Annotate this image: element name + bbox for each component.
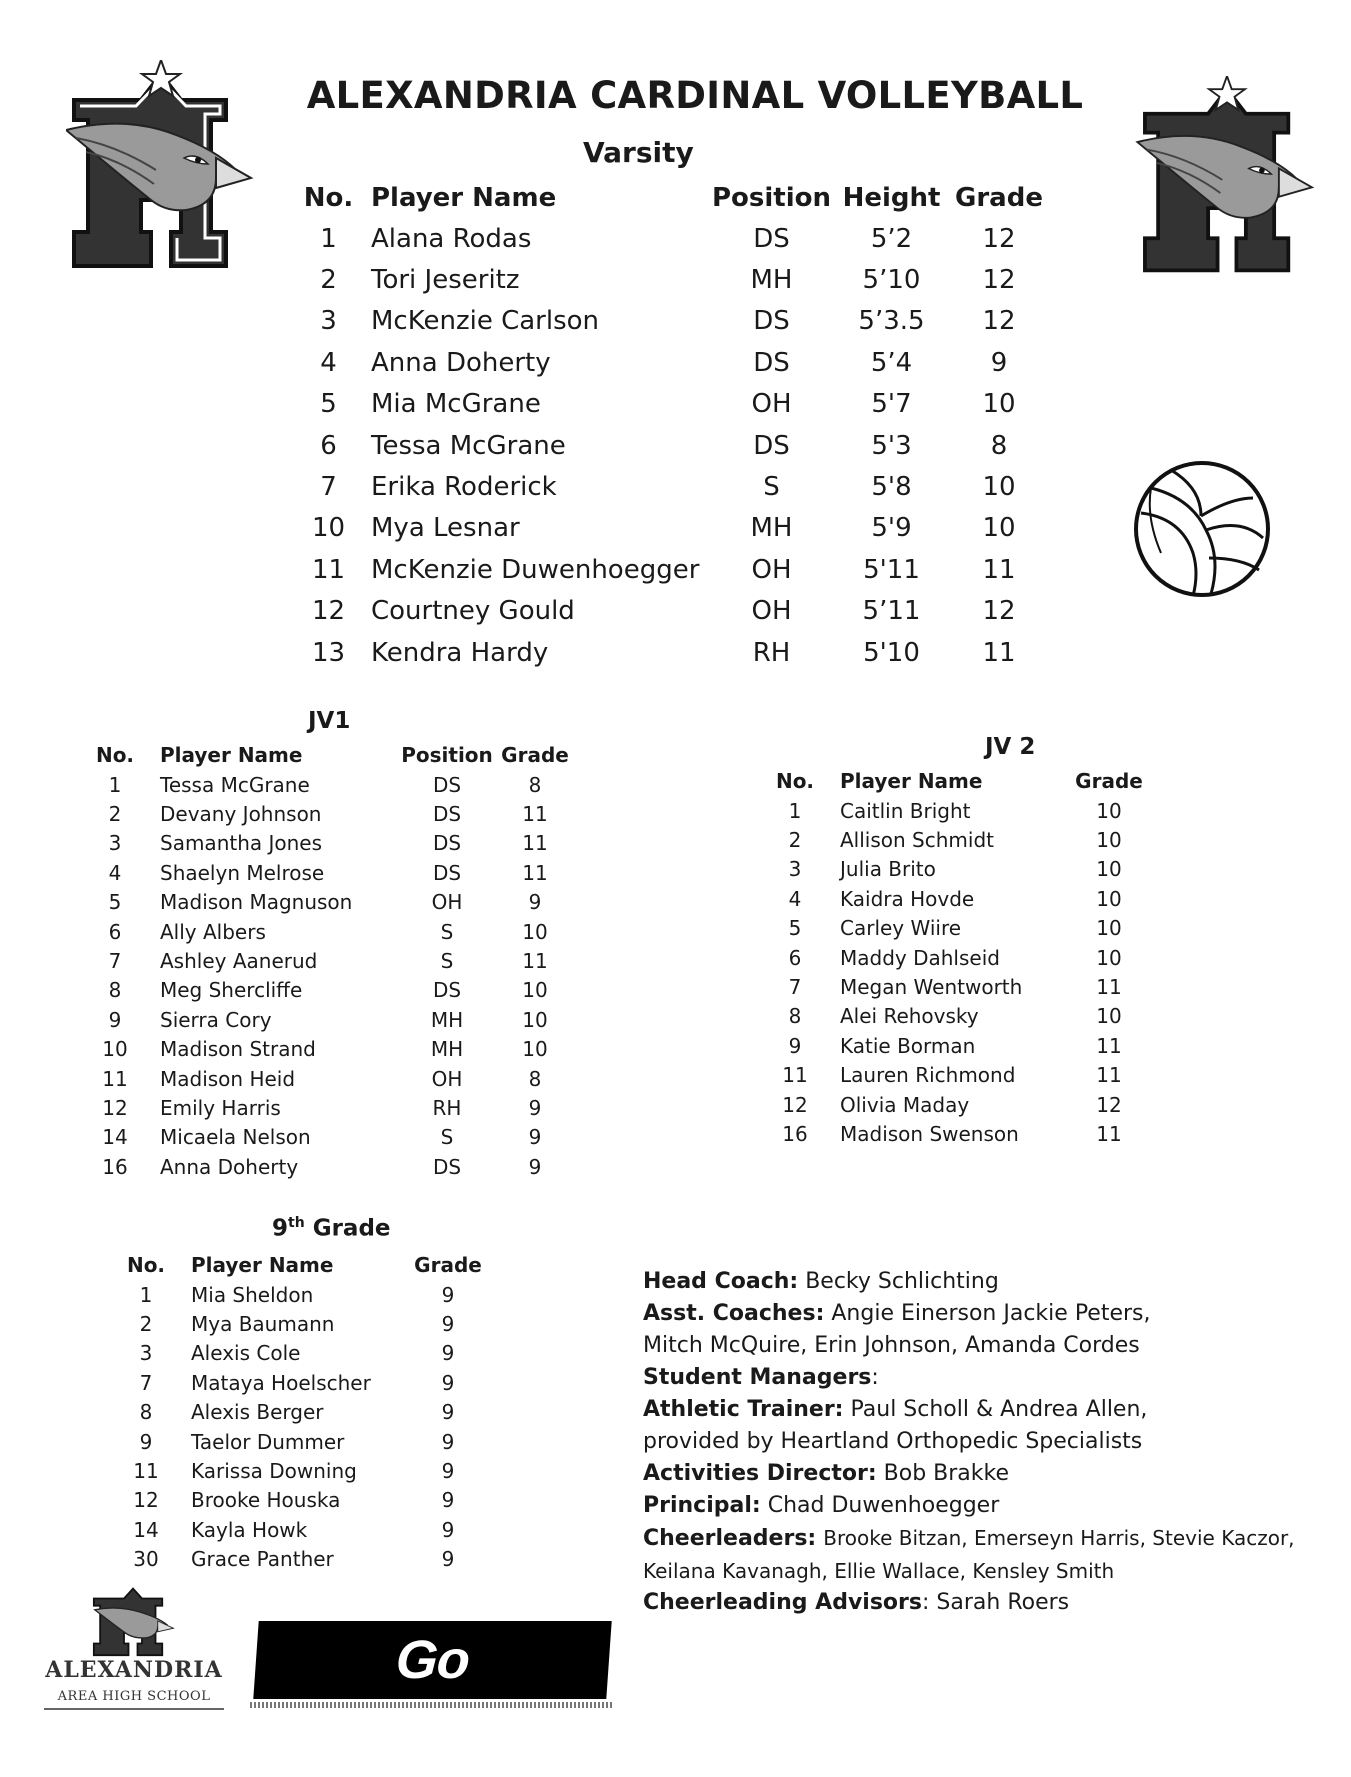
table-row	[296, 384, 1049, 425]
cell-gr: 9	[441, 1282, 455, 1307]
varsity-heading: Varsity	[583, 136, 694, 169]
table-row	[296, 466, 1049, 507]
col-no: No.	[775, 769, 815, 793]
cell-pos: DS	[753, 223, 790, 254]
cell-ht: 5'10	[863, 637, 920, 668]
principal-value: Chad Duwenhoegger	[767, 1493, 1000, 1518]
table-row	[770, 855, 1144, 884]
cell-gr: 9	[528, 1125, 542, 1150]
principal-line	[643, 1490, 1343, 1522]
table-row	[90, 799, 570, 828]
cardinal-logo-left	[66, 60, 256, 272]
col-player-name: Player Name	[191, 1253, 334, 1277]
table-row	[90, 976, 570, 1005]
cheerleaders-label: Cheerleaders:	[643, 1526, 817, 1551]
table-row	[121, 1368, 483, 1397]
cell-no: 9	[139, 1429, 153, 1454]
col-grade: Grade	[501, 743, 569, 767]
table-row	[770, 1002, 1144, 1031]
jv2-roster-table	[770, 766, 1144, 1149]
jv1-roster-table	[90, 740, 570, 1181]
cell-no: 12	[133, 1488, 159, 1513]
col-grade: Grade	[955, 183, 1043, 213]
student-managers-label: Student Managers	[643, 1365, 872, 1390]
cell-gr: 10	[1096, 916, 1122, 941]
col-height: Height	[842, 183, 941, 213]
cell-gr: 11	[1096, 1121, 1122, 1146]
cheer-advisors-line	[643, 1587, 1343, 1619]
table-header-row	[296, 178, 1049, 218]
cell-name: Madison Heid	[160, 1066, 296, 1091]
table-row	[296, 342, 1049, 383]
table-row	[770, 825, 1144, 854]
table-row	[90, 1123, 570, 1152]
cell-no: 10	[311, 513, 346, 544]
head-coach-label: Head Coach:	[643, 1269, 799, 1294]
cell-pos: OH	[751, 554, 792, 585]
athletic-trainer-value-2: provided by Heartland Orthopedic Specialists	[643, 1429, 1143, 1454]
cell-gr: 9	[441, 1547, 455, 1572]
ninth-grade-roster-table	[121, 1250, 483, 1574]
student-managers-colon: :	[871, 1365, 879, 1390]
cell-name: Micaela Nelson	[160, 1125, 311, 1150]
table-header-row	[121, 1250, 483, 1280]
cell-no: 12	[311, 596, 346, 627]
table-row	[296, 259, 1049, 300]
cell-no: 13	[311, 637, 346, 668]
cell-name: Katie Borman	[840, 1033, 976, 1058]
cell-gr: 9	[441, 1370, 455, 1395]
cell-no: 4	[788, 886, 802, 911]
cell-name: Anna Doherty	[160, 1154, 299, 1179]
cell-name: Alexis Cole	[191, 1341, 301, 1366]
athletic-trainer-label: Athletic Trainer:	[643, 1397, 844, 1422]
table-header-row	[90, 740, 570, 770]
cell-pos: MH	[750, 265, 793, 296]
cell-ht: 5’10	[862, 265, 921, 296]
table-row	[296, 591, 1049, 632]
cell-gr: 10	[1096, 1004, 1122, 1029]
staff-section	[643, 1266, 1343, 1619]
table-row	[296, 632, 1049, 673]
ninth-heading-rest: Grade	[312, 1215, 391, 1242]
col-position: Position	[711, 183, 832, 213]
cheerleaders-value-1: Brooke Bitzan, Emerseyn Harris, Stevie Kaczor,	[823, 1526, 1295, 1550]
cell-name: Erika Roderick	[371, 472, 557, 503]
cell-gr: 10	[1096, 886, 1122, 911]
col-no: No.	[126, 1253, 166, 1277]
cell-no: 3	[139, 1341, 153, 1366]
table-row	[90, 1035, 570, 1064]
cell-no: 3	[320, 306, 337, 337]
cell-gr: 11	[982, 554, 1016, 585]
cell-pos: DS	[432, 772, 462, 797]
school-name: ALEXANDRIA	[45, 1657, 223, 1683]
table-row	[90, 917, 570, 946]
divider	[44, 1708, 224, 1710]
cell-no: 11	[311, 554, 346, 585]
cell-name: Kayla Howk	[191, 1517, 308, 1542]
cell-no: 11	[102, 1066, 128, 1091]
col-player-name: Player Name	[160, 743, 303, 767]
go-cardinals-banner: Go Cardinals!!	[253, 1621, 611, 1699]
cell-gr: 10	[522, 1007, 548, 1032]
ninth-heading-num: 9	[272, 1215, 289, 1242]
cell-gr: 10	[982, 472, 1016, 503]
cell-name: Samantha Jones	[160, 831, 323, 856]
cell-name: McKenzie Duwenhoegger	[371, 554, 700, 585]
table-row	[90, 888, 570, 917]
cell-pos: S	[440, 919, 454, 944]
cell-gr: 9	[441, 1488, 455, 1513]
table-row	[296, 508, 1049, 549]
cell-no: 2	[788, 828, 802, 853]
cell-pos: RH	[752, 637, 791, 668]
table-row	[296, 425, 1049, 466]
table-row	[121, 1339, 483, 1368]
table-row	[121, 1515, 483, 1544]
cell-name: Madison Swenson	[840, 1121, 1019, 1146]
table-row	[121, 1427, 483, 1456]
cell-name: Mia Sheldon	[191, 1282, 314, 1307]
cell-name: Alexis Berger	[191, 1400, 324, 1425]
table-row	[90, 1152, 570, 1181]
jv1-heading: JV1	[308, 708, 351, 734]
table-header-row	[770, 766, 1144, 796]
cell-ht: 5'3	[871, 430, 912, 461]
cell-no: 12	[102, 1095, 128, 1120]
cell-name: Devany Johnson	[160, 802, 322, 827]
table-row	[121, 1486, 483, 1515]
asst-coaches-line	[643, 1298, 1343, 1330]
table-row	[770, 884, 1144, 913]
cell-pos: S	[440, 1125, 454, 1150]
cheer-advisors-colon: :	[921, 1590, 930, 1615]
cell-ht: 5'11	[863, 554, 920, 585]
cell-gr: 9	[528, 890, 542, 915]
cell-gr: 9	[441, 1459, 455, 1484]
cell-gr: 12	[982, 223, 1016, 254]
table-row	[296, 218, 1049, 259]
cell-ht: 5'8	[871, 472, 912, 503]
cell-no: 7	[788, 975, 802, 1000]
head-coach-value: Becky Schlichting	[805, 1269, 999, 1294]
cell-name: Meg Shercliffe	[160, 978, 303, 1003]
cell-gr: 12	[982, 306, 1016, 337]
cell-no: 5	[788, 916, 802, 941]
table-row	[770, 1031, 1144, 1060]
table-row	[121, 1456, 483, 1485]
cell-name: Lauren Richmond	[840, 1063, 1016, 1088]
cardinal-logo-right	[1132, 76, 1322, 276]
asst-coaches-value-2: Mitch McQuire, Erin Johnson, Amanda Cordes	[643, 1333, 1140, 1358]
cell-no: 7	[139, 1370, 153, 1395]
cell-gr: 11	[1096, 1063, 1122, 1088]
cell-no: 2	[320, 265, 337, 296]
cell-name: Mataya Hoelscher	[191, 1370, 371, 1395]
cell-ht: 5'7	[871, 389, 912, 420]
table-row	[296, 549, 1049, 590]
cell-name: Mya Baumann	[191, 1312, 335, 1337]
table-row	[770, 943, 1144, 972]
cell-gr: 10	[522, 978, 548, 1003]
cell-no: 3	[788, 857, 802, 882]
cell-gr: 11	[1096, 1033, 1122, 1058]
cell-pos: DS	[753, 347, 790, 378]
cell-name: Karissa Downing	[191, 1459, 357, 1484]
cell-gr: 9	[441, 1429, 455, 1454]
table-row	[90, 946, 570, 975]
cell-no: 6	[108, 919, 122, 944]
table-row	[90, 1064, 570, 1093]
table-row	[90, 770, 570, 799]
cell-name: Grace Panther	[191, 1547, 334, 1572]
cell-name: Alei Rehovsky	[840, 1004, 979, 1029]
table-row	[90, 1093, 570, 1122]
cell-pos: MH	[430, 1037, 464, 1062]
cell-gr: 11	[522, 860, 548, 885]
cell-name: Madison Magnuson	[160, 890, 353, 915]
varsity-roster-table	[296, 178, 1049, 673]
cell-no: 1	[320, 223, 337, 254]
jv2-heading: JV 2	[985, 734, 1036, 760]
cell-no: 4	[108, 860, 122, 885]
table-row	[770, 796, 1144, 825]
cell-name: Mya Lesnar	[371, 513, 520, 544]
cell-no: 1	[139, 1282, 153, 1307]
asst-coaches-label: Asst. Coaches:	[643, 1301, 825, 1326]
cheer-advisors-value: Sarah Roers	[936, 1590, 1070, 1615]
ninth-heading-sup: th	[288, 1215, 305, 1231]
cell-no: 5	[108, 890, 122, 915]
cell-pos: OH	[751, 596, 792, 627]
cell-no: 16	[782, 1121, 808, 1146]
cell-ht: 5’4	[870, 347, 913, 378]
cell-no: 1	[788, 798, 802, 823]
cell-no: 16	[102, 1154, 128, 1179]
col-position: Position	[401, 743, 493, 767]
table-row	[90, 858, 570, 887]
cell-gr: 8	[990, 430, 1008, 461]
cell-ht: 5’2	[870, 223, 913, 254]
cell-pos: DS	[432, 978, 462, 1003]
cheer-advisors-label: Cheerleading Advisors	[643, 1590, 922, 1615]
table-row	[121, 1309, 483, 1338]
cell-name: Alana Rodas	[371, 223, 532, 254]
col-grade: Grade	[414, 1253, 482, 1277]
cell-no: 11	[133, 1459, 159, 1484]
cell-gr: 9	[441, 1341, 455, 1366]
cell-no: 2	[108, 802, 122, 827]
table-row	[121, 1398, 483, 1427]
cell-no: 3	[108, 831, 122, 856]
athletic-trainer-value-1: Paul Scholl & Andrea Allen,	[850, 1397, 1148, 1422]
cell-pos: OH	[751, 389, 792, 420]
cell-name: Megan Wentworth	[840, 975, 1023, 1000]
cell-pos: DS	[432, 1154, 462, 1179]
head-coach-line	[643, 1266, 1343, 1298]
cell-gr: 10	[1096, 857, 1122, 882]
cell-name: Courtney Gould	[371, 596, 575, 627]
cell-name: Shaelyn Melrose	[160, 860, 325, 885]
cell-ht: 5’3.5	[858, 306, 925, 337]
cell-pos: DS	[753, 306, 790, 337]
cell-gr: 12	[982, 596, 1016, 627]
cell-no: 7	[320, 472, 337, 503]
cell-no: 30	[133, 1547, 159, 1572]
cell-gr: 11	[982, 637, 1016, 668]
cell-gr: 8	[528, 772, 542, 797]
cell-name: Madison Strand	[160, 1037, 316, 1062]
table-row	[770, 1090, 1144, 1119]
cell-name: Emily Harris	[160, 1095, 281, 1120]
cell-pos: MH	[750, 513, 793, 544]
activities-director-value: Bob Brakke	[883, 1461, 1010, 1486]
cell-no: 14	[102, 1125, 128, 1150]
table-row	[770, 914, 1144, 943]
col-player-name: Player Name	[371, 183, 557, 213]
cell-gr: 10	[982, 513, 1016, 544]
cell-pos: S	[763, 472, 780, 503]
cell-no: 7	[108, 949, 122, 974]
cell-no: 1	[108, 772, 122, 797]
cell-gr: 10	[982, 389, 1016, 420]
page-title: ALEXANDRIA CARDINAL VOLLEYBALL	[306, 74, 1084, 117]
cell-no: 14	[133, 1517, 159, 1542]
cell-gr: 11	[522, 949, 548, 974]
cell-ht: 5’11	[862, 596, 921, 627]
cell-pos: OH	[431, 1066, 463, 1091]
athletic-trainer-line	[643, 1394, 1343, 1426]
cell-no: 8	[108, 978, 122, 1003]
school-subtitle: AREA HIGH SCHOOL	[57, 1689, 211, 1704]
cell-no: 8	[139, 1400, 153, 1425]
cell-gr: 11	[522, 802, 548, 827]
cell-gr: 9	[441, 1312, 455, 1337]
activities-director-line	[643, 1458, 1343, 1490]
cell-name: Olivia Maday	[840, 1092, 970, 1117]
cell-name: Maddy Dahlseid	[840, 945, 1000, 970]
cell-gr: 11	[1096, 975, 1122, 1000]
col-player-name: Player Name	[840, 769, 983, 793]
cell-gr: 9	[441, 1400, 455, 1425]
cheerleaders-line	[643, 1522, 1343, 1555]
cell-name: Kaidra Hovde	[840, 886, 975, 911]
table-row	[90, 829, 570, 858]
cell-pos: OH	[431, 890, 463, 915]
cell-pos: RH	[432, 1095, 462, 1120]
student-managers-line	[643, 1362, 1343, 1394]
cell-name: Allison Schmidt	[840, 828, 994, 853]
cell-gr: 10	[1096, 945, 1122, 970]
cell-pos: S	[440, 949, 454, 974]
cell-no: 9	[108, 1007, 122, 1032]
cell-no: 6	[788, 945, 802, 970]
cell-name: McKenzie Carlson	[371, 306, 600, 337]
principal-label: Principal:	[643, 1493, 761, 1518]
table-row	[770, 972, 1144, 1001]
cell-gr: 12	[1096, 1092, 1122, 1117]
cell-ht: 5'9	[871, 513, 912, 544]
cell-no: 12	[782, 1092, 808, 1117]
cell-name: Ashley Aanerud	[160, 949, 318, 974]
cell-gr: 9	[528, 1095, 542, 1120]
cell-no: 4	[320, 347, 337, 378]
volleyball-icon	[1131, 458, 1273, 600]
cell-pos: DS	[432, 802, 462, 827]
cell-name: Mia McGrane	[371, 389, 541, 420]
asst-coaches-value-1: Angie Einerson Jackie Peters,	[831, 1301, 1151, 1326]
cell-name: Anna Doherty	[371, 347, 551, 378]
table-row	[296, 301, 1049, 342]
col-no: No.	[303, 183, 354, 213]
col-no: No.	[95, 743, 135, 767]
cell-no: 10	[102, 1037, 128, 1062]
cell-no: 9	[788, 1033, 802, 1058]
cell-gr: 9	[528, 1154, 542, 1179]
table-row	[90, 1005, 570, 1034]
cell-pos: DS	[432, 831, 462, 856]
cell-name: Tori Jeseritz	[371, 265, 520, 296]
cell-gr: 9	[441, 1517, 455, 1542]
table-row	[770, 1061, 1144, 1090]
cell-gr: 8	[528, 1066, 542, 1091]
cell-name: Sierra Cory	[160, 1007, 272, 1032]
cell-no: 5	[320, 389, 337, 420]
cell-gr: 12	[982, 265, 1016, 296]
cell-gr: 10	[522, 919, 548, 944]
ninth-grade-heading	[272, 1215, 391, 1242]
cell-name: Brooke Houska	[191, 1488, 341, 1513]
table-row	[121, 1545, 483, 1574]
cell-no: 8	[788, 1004, 802, 1029]
cheerleaders-value-2: Keilana Kavanagh, Ellie Wallace, Kensley Smith	[643, 1559, 1115, 1583]
cell-name: Kendra Hardy	[371, 637, 549, 668]
col-grade: Grade	[1075, 769, 1143, 793]
cell-name: Tessa McGrane	[160, 772, 310, 797]
cell-gr: 10	[1096, 828, 1122, 853]
cell-gr: 9	[990, 347, 1008, 378]
cell-name: Carley Wiire	[840, 916, 962, 941]
cell-name: Tessa McGrane	[371, 430, 566, 461]
cell-name: Taelor Dummer	[191, 1429, 345, 1454]
cell-pos: DS	[432, 860, 462, 885]
school-logo-small	[88, 1585, 178, 1657]
cell-gr: 11	[522, 831, 548, 856]
cell-gr: 10	[522, 1037, 548, 1062]
table-row	[121, 1280, 483, 1309]
cell-no: 2	[139, 1312, 153, 1337]
banner-underline	[250, 1702, 612, 1708]
cell-name: Caitlin Bright	[840, 798, 971, 823]
table-row	[770, 1119, 1144, 1148]
cell-pos: MH	[430, 1007, 464, 1032]
cell-no: 11	[782, 1063, 808, 1088]
cell-no: 6	[320, 430, 337, 461]
activities-director-label: Activities Director:	[643, 1461, 877, 1486]
cell-pos: DS	[753, 430, 790, 461]
cell-gr: 10	[1096, 798, 1122, 823]
cell-name: Ally Albers	[160, 919, 266, 944]
cell-name: Julia Brito	[840, 857, 936, 882]
